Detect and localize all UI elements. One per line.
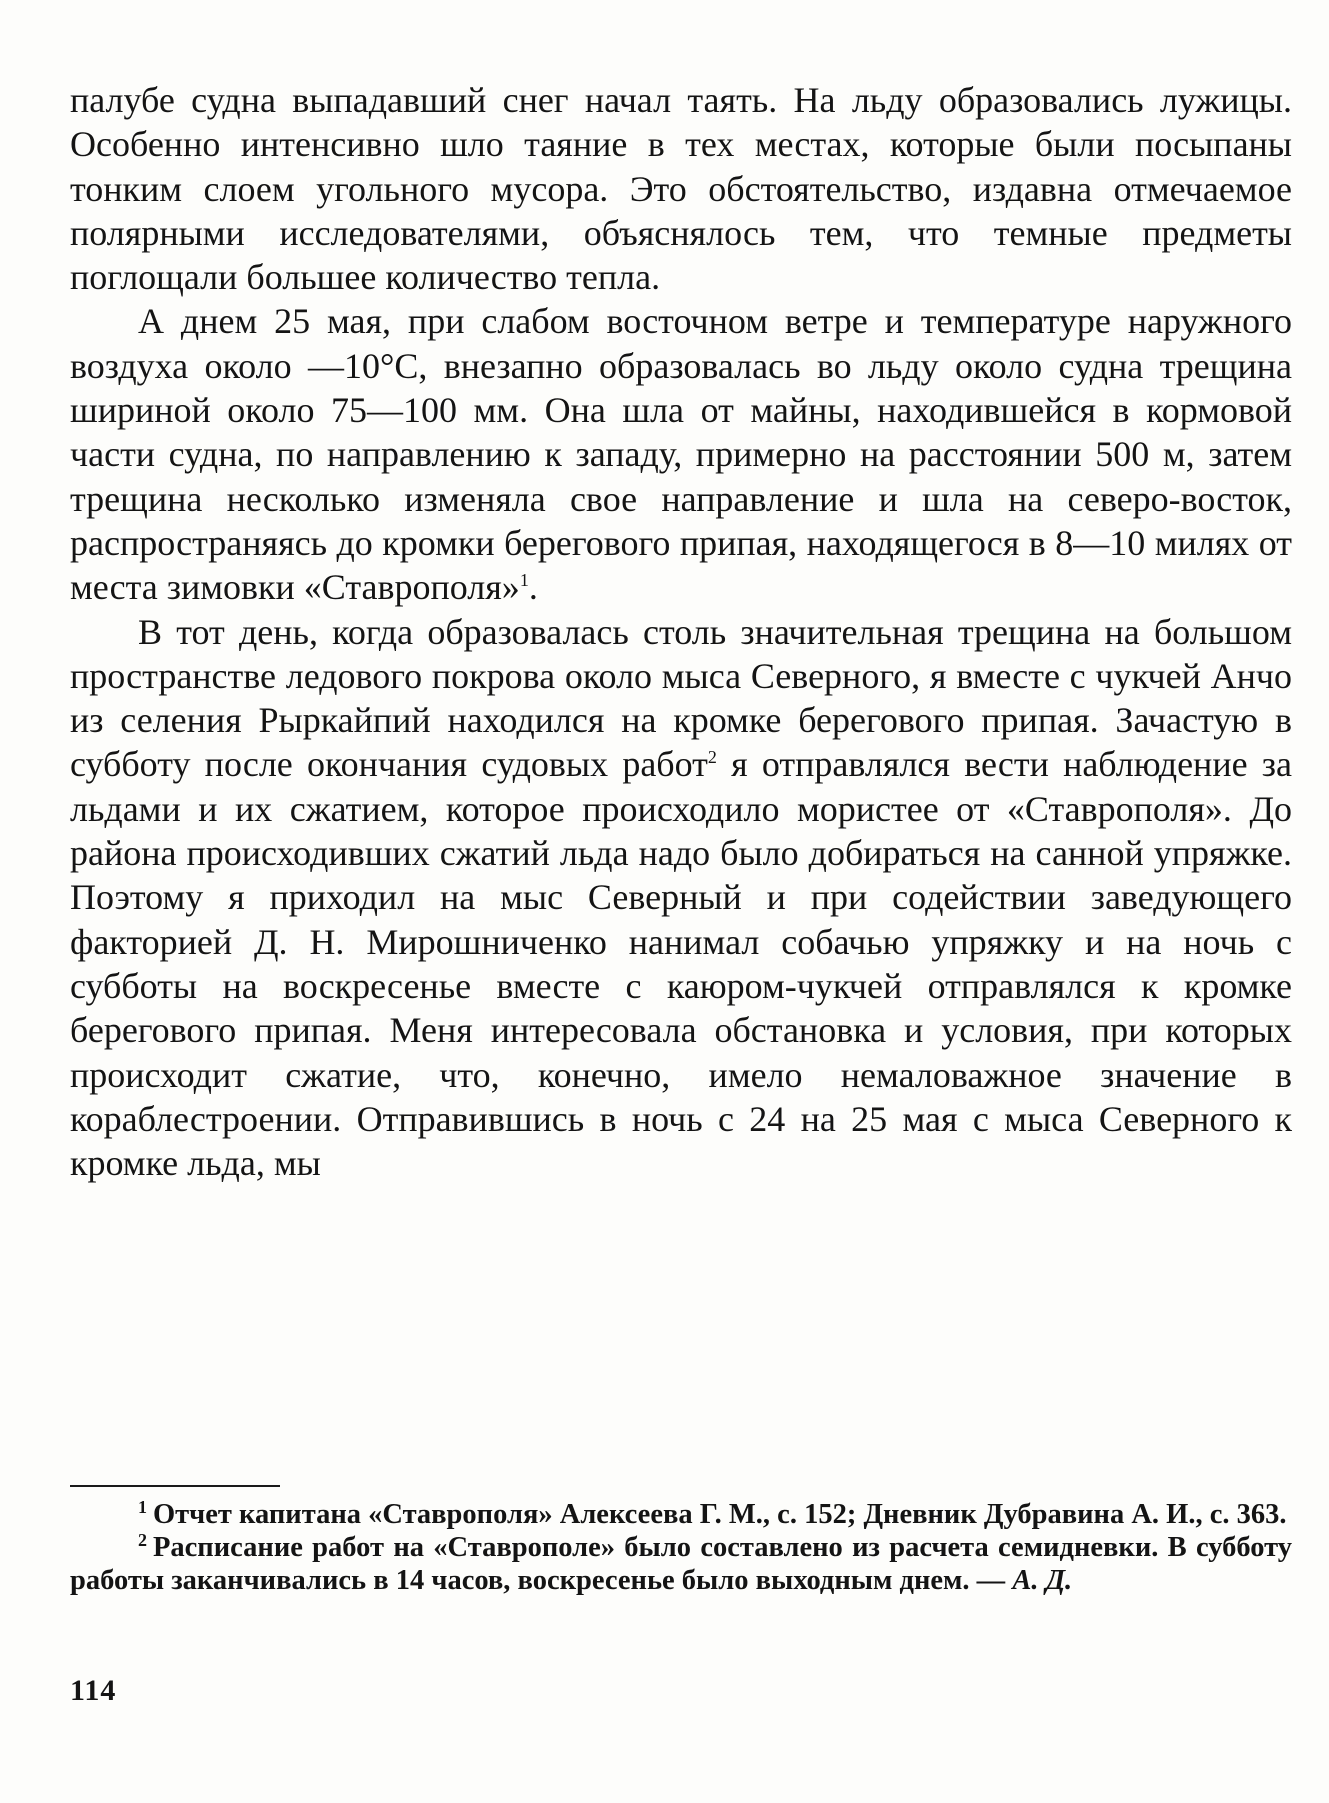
paragraph-3 [70, 610, 1292, 1186]
paragraph-2-tail: . [528, 567, 538, 608]
main-text [70, 78, 1292, 1185]
footnote-2-mark: 2 [138, 1529, 147, 1550]
paragraph-3-text-before: В тот день, когда образовалась столь значительная трещина на большом пространстве ледового покрова около мыса Северного, я вместе с чукчей Анчо из селения Рыркайпий находился на кромке берегового припая. Зачастую в субботу после окончания судовых работ [70, 611, 1292, 785]
page-number: 114 [70, 1674, 117, 1707]
paragraph-2-text: А днем 25 мая, при слабом восточном ветре и температуре наружного воздуха около —10°С, внезапно образовалась во льду около судна трещина шириной около 75—100 мм. Она шла от майны, находившейся в кормовой части судна, по направлению к западу, примерно на расстоянии 500 м, затем трещина несколько изменяла свое направление и шла на северо-восток, распространяясь до кромки берегового припая, находящегося в 8—10 милях от места зимовки «Ставрополя» [70, 301, 1292, 608]
footnote-1-text: Отчет капитана «Ставрополя» Алексеева Г. М., с. 152; Дневник Дубравина А. И., с. 363. [153, 1499, 1287, 1530]
footnote-ref-1[interactable]: 1 [519, 570, 529, 591]
paragraph-1 [70, 78, 1292, 299]
footnote-divider [70, 1485, 280, 1487]
footnote-ref-2[interactable]: 2 [707, 747, 717, 768]
footnote-1 [70, 1498, 1292, 1531]
footnote-2-signature: А. Д. [1012, 1565, 1073, 1596]
footnote-2-text: Расписание работ на «Ставрополе» было составлено из расчета семидневки. В субботу работы заканчивались в 14 часов, воскресенье было выходным днем. — [70, 1532, 1292, 1596]
footnote-1-mark: 1 [138, 1496, 147, 1517]
paragraph-3-text-after: я отправлялся вести наблюдение за льдами и их сжатием, которое происходило мористее от «Ставрополя». До района происходивших сжатий льда надо было добираться на санной упряжке. Поэтому я приходил на мыс Северный и при содействии заведующего факторией Д. Н. Мирошниченко нанимал собачью упряжку и на ночь с субботы на воскресенье вместе с каюром-чукчей отправлялся к кромке берегового припая. Меня интересовала обстановка и условия, при которых происходит сжатие, что, конечно, имело немаловажное значение в кораблестроении. Отправившись в ночь с 24 на 25 мая с мыса Северного к кромке льда, мы [70, 744, 1293, 1184]
footnote-2 [70, 1531, 1292, 1597]
paragraph-2 [70, 299, 1292, 609]
paragraph-1-text: палубе судна выпадавший снег начал таять. На льду образовались лужицы. Особенно интенсивно шло таяние в тех местах, которые были посыпаны тонким слоем угольного мусора. Это обстоятельство, издавна отмечаемое полярными исследователями, объяснялось тем, что темные предметы поглощали большее количество тепла. [70, 80, 1292, 298]
footnotes [70, 1498, 1292, 1597]
